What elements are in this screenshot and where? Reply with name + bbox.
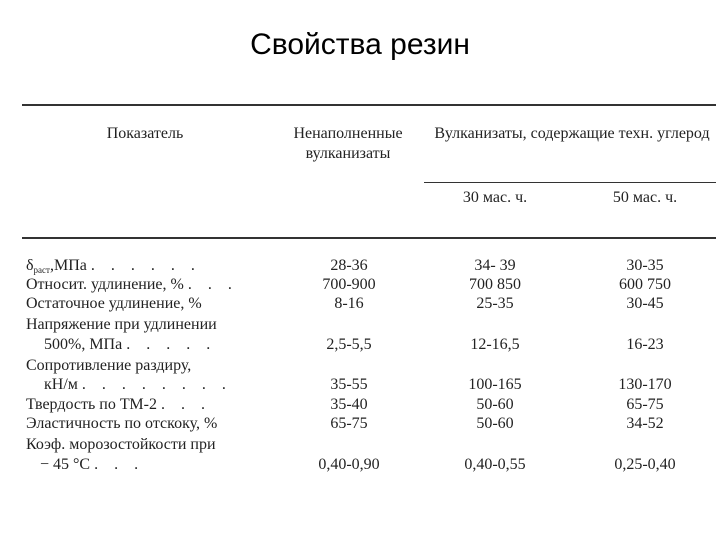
cell-50: 16-23 bbox=[626, 336, 664, 353]
cell-30: 700 850 bbox=[469, 276, 521, 293]
header-carbon-black: Вулканизаты, содержащие техн. углерод bbox=[434, 125, 710, 142]
row-label-text: Относит. удлинение, % bbox=[26, 276, 184, 293]
row-label bbox=[40, 456, 144, 474]
cell-30: 100-165 bbox=[468, 376, 522, 393]
row-label bbox=[26, 316, 217, 334]
row-label-text: Эластичность по отскоку, % bbox=[26, 415, 218, 432]
row-label bbox=[26, 276, 238, 294]
row-label-symbol: δ bbox=[26, 257, 34, 274]
row-label bbox=[26, 295, 202, 313]
cell-30: 50-60 bbox=[476, 415, 514, 432]
cell-50: 30-45 bbox=[626, 295, 664, 312]
cell-30: 0,40-0,55 bbox=[464, 456, 526, 473]
row-label-text: Твердость по ТМ-2 bbox=[26, 396, 157, 413]
cell-50: 34-52 bbox=[626, 415, 664, 432]
row-label-text: Сопротивление раздиру, bbox=[26, 357, 192, 374]
header-unfilled: Ненаполненные вулканизаты bbox=[293, 125, 403, 162]
row-label-text: Напряжение при удлинении bbox=[26, 316, 217, 333]
row-leader-dots: . . . bbox=[160, 396, 211, 413]
cell-50: 0,25-0,40 bbox=[614, 456, 676, 473]
row-label-text: Коэф. морозостойкости при bbox=[26, 436, 216, 453]
table-header-rule bbox=[22, 237, 716, 239]
row-leader-dots: . . . bbox=[94, 456, 145, 473]
cell-50: 30-35 bbox=[626, 257, 664, 274]
table-top-rule bbox=[22, 104, 716, 106]
group-header-rule bbox=[424, 182, 716, 183]
row-label bbox=[44, 376, 232, 394]
cell-unfilled: 35-55 bbox=[330, 376, 368, 393]
header-indicator: Показатель bbox=[106, 125, 184, 142]
cell-unfilled: 8-16 bbox=[334, 295, 364, 312]
row-leader-dots: . . . bbox=[187, 276, 238, 293]
cell-30: 12-16,5 bbox=[470, 336, 520, 353]
row-label-text: Остаточное удлинение, % bbox=[26, 295, 202, 312]
cell-unfilled: 0,40-0,90 bbox=[318, 456, 380, 473]
header-30-parts: 30 мас. ч. bbox=[462, 189, 528, 206]
cell-50: 65-75 bbox=[626, 396, 664, 413]
row-label bbox=[44, 336, 216, 354]
cell-50: 600 750 bbox=[619, 276, 671, 293]
cell-30: 25-35 bbox=[476, 295, 514, 312]
slide-title: Свойства резин bbox=[250, 28, 470, 61]
cell-unfilled: 35-40 bbox=[330, 396, 368, 413]
cell-unfilled: 65-75 bbox=[330, 415, 368, 432]
row-leader-dots: . . . . . bbox=[126, 336, 217, 353]
row-label-unit: ,МПа bbox=[49, 257, 87, 274]
row-label bbox=[26, 357, 191, 375]
row-label bbox=[26, 436, 216, 454]
row-leader-dots: . . . . . . . . bbox=[81, 376, 232, 393]
header-50-parts: 50 мас. ч. bbox=[612, 189, 678, 206]
row-label bbox=[26, 396, 211, 414]
cell-50: 130-170 bbox=[618, 376, 672, 393]
row-label bbox=[26, 415, 217, 433]
cell-unfilled: 2,5-5,5 bbox=[326, 336, 372, 353]
cell-30: 34- 39 bbox=[474, 257, 516, 274]
cell-unfilled: 28-36 bbox=[330, 257, 368, 274]
row-leader-dots: . . . . . . bbox=[90, 257, 201, 274]
cell-unfilled: 700-900 bbox=[322, 276, 376, 293]
row-label-subscript: раст bbox=[33, 265, 50, 275]
cell-30: 50-60 bbox=[476, 396, 514, 413]
row-label-text: 500%, МПа bbox=[44, 336, 123, 353]
row-label-text: − 45 °С bbox=[40, 456, 91, 473]
row-label-text: кН/м bbox=[44, 376, 78, 393]
